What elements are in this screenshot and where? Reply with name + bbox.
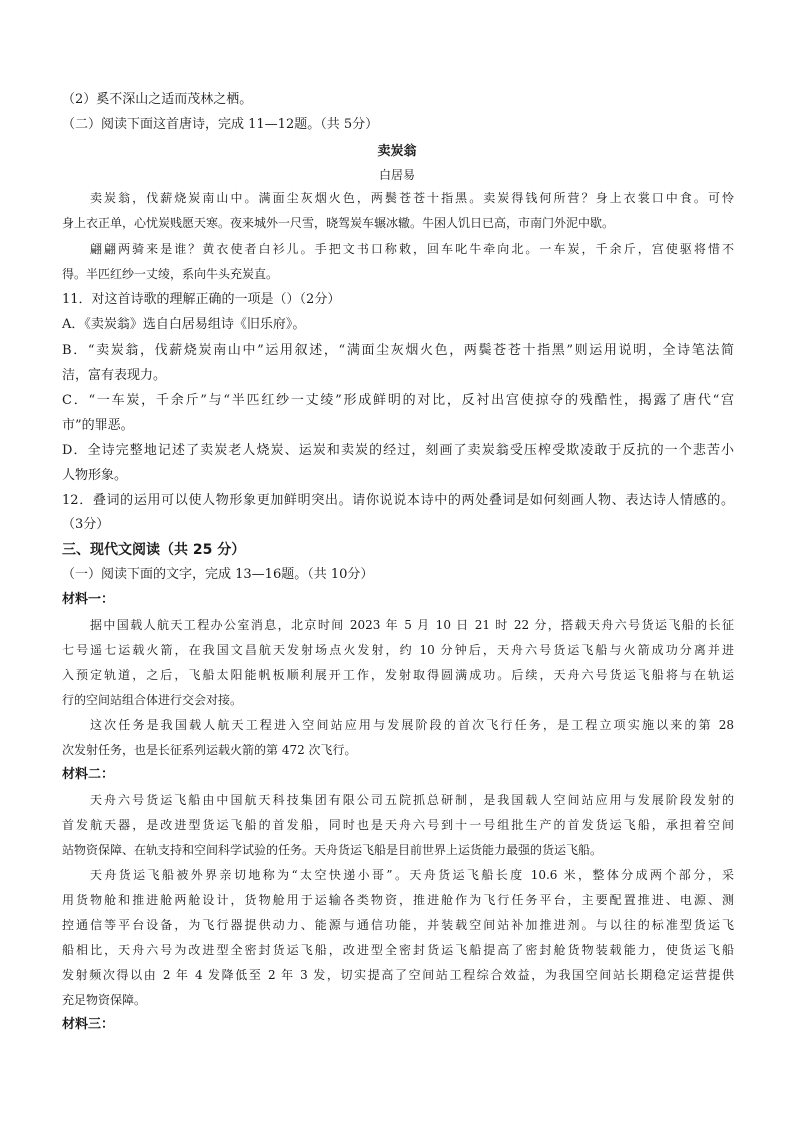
material1-p2-line2: 次发射任务，也是长征系列运载火箭的第 472 次飞行。: [62, 743, 357, 757]
part2-intro: （二）阅读下面这首唐诗，完成 11—12题。（共 5分）: [62, 117, 379, 132]
q11-option-d-line2: 人物形象。: [62, 468, 128, 483]
q11-option-c-line1: C．“一车炭，千余斤”与“半匹红纱一丈绫”形成鲜明的对比，反衬出宫使掠夺的残酷性，揭露了唐代“宫: [62, 393, 734, 408]
poem-title: 卖炭翁: [377, 144, 417, 159]
material1-p1-line1: 据中国载人航天工程办公室消息，北京时间 2023 年 5 月 10 日 21 时 22 分，搭载天舟六号货运飞船的长征: [90, 618, 734, 632]
q11-option-b-line1: B．“卖炭翁，伐薪烧炭南山中”运用叙述，“满面尘灰烟火色，两鬓苍苍十指黑”则运用说明，全诗笔法简: [62, 343, 734, 358]
material2-p2-line5: 发射频次得以由 2 年 4 发降低至 2 年 3 发，切实提高了空间站工程综合效益，为我国空间站长期稳定运营提供: [62, 968, 734, 982]
material2-p2-line2: 用货物舱和推进舱两舱设计，货物舱用于运输各类物资，推进舱作为飞行任务平台，主要配置推进、电源、测: [62, 893, 734, 907]
q11-option-a: A．《卖炭翁》选自白居易组诗《旧乐府》。: [62, 317, 306, 332]
material1-p1-line3: 入预定轨道，之后，飞船太阳能帆板顺利展开工作，发射取得圆满成功。后续，天舟六号货运飞船将与在轨运: [62, 668, 734, 682]
material2-p1-line3: 站物资保障、在轨支持和空间科学试验的任务。天舟货运飞船是目前世界上运货能力最强的货运飞船。: [62, 843, 603, 857]
material2-p2-line6: 充足物资保障。: [62, 993, 147, 1007]
material2-p1-line2: 首发航天器，是改进型货运飞船的首发船，同时也是天舟六号到十一号组批生产的首发货运飞船，承担着空间: [62, 818, 734, 832]
material2-p1-line1: 天舟六号货运飞船由中国航天科技集团有限公司五院抓总研制，是我国载人空间站应用与发展阶段发射的: [90, 793, 734, 807]
material2-label: 材料二：: [62, 767, 115, 782]
material1-p1-line4: 行的空间站组合体进行交会对接。: [62, 693, 243, 707]
section3-intro: （一）阅读下面的文字，完成 13—16题。（共 10分）: [62, 567, 374, 582]
q11-option-b-line2: 洁，富有表现力。: [62, 368, 167, 383]
poem-para1-line2: 身上衣正单，心忧炭贱愿天寒。夜来城外一尺雪，晓驾炭车辗冰辙。牛困人饥日已高，市南门外泥中歇。: [62, 216, 615, 230]
poem-para2-line2: 得。半匹红纱一丈绫，系向牛头充炭直。: [62, 267, 279, 281]
q12-line2: （3分）: [62, 517, 110, 532]
q11-option-d-line1: D．全诗完整地记述了卖炭老人烧炭、运炭和卖炭的经过，刻画了卖炭翁受压榨受欺凌敢于反抗的一个悲苦小: [62, 443, 734, 458]
q11-option-c-line2: 市”的罪恶。: [62, 418, 134, 433]
material2-p2-line3: 控通信等平台设备，为飞行器提供动力、能源与通信功能，并装载空间站补加推进剂。与以往的标准型货运飞: [62, 918, 734, 932]
material1-label: 材料一：: [62, 592, 115, 607]
section3-title: 三、现代文阅读（共 25 分）: [62, 542, 246, 558]
q11-stem: 11．对这首诗歌的理解正确的一项是（）（2分）: [62, 292, 341, 307]
poem-para1-line1: 卖炭翁，伐薪烧炭南山中。满面尘灰烟火色，两鬓苍苍十指黑。卖炭得钱何所营？身上衣裳口中食。可怜: [90, 191, 734, 205]
q2-line: （2）奚不深山之适而茂林之栖。: [62, 92, 253, 107]
material2-p2-line1: 天舟货运飞船被外界亲切地称为“太空快递小哥”。天舟货运飞船长度 10.6 米，整体分成两个部分，采: [90, 868, 734, 882]
material3-label: 材料三：: [62, 1017, 115, 1032]
material2-p2-line4: 船相比，天舟六号为改进型全密封货运飞船，改进型全密封货运飞船提高了密封舱货物装载能力，使货运飞船: [62, 943, 734, 957]
material1-p1-line2: 七号遥七运载火箭，在我国文昌航天发射场点火发射，约 10 分钟后，天舟六号货运飞船与火箭成功分离并进: [62, 643, 734, 657]
q12-line1: 12．叠词的运用可以使人物形象更加鲜明突出。请你说说本诗中的两处叠词是如何刻画人物、表达诗人情感的。: [62, 493, 734, 508]
poem-author: 白居易: [378, 168, 415, 182]
material1-p2-line1: 这次任务是我国载人航天工程进入空间站应用与发展阶段的首次飞行任务，是工程立项实施以来的第 28: [90, 718, 734, 732]
poem-para2-line1: 翩翩两骑来是谁？黄衣使者白衫儿。手把文书口称敕，回车叱牛牵向北。一车炭，千余斤，宫使驱将惜不: [90, 242, 734, 256]
